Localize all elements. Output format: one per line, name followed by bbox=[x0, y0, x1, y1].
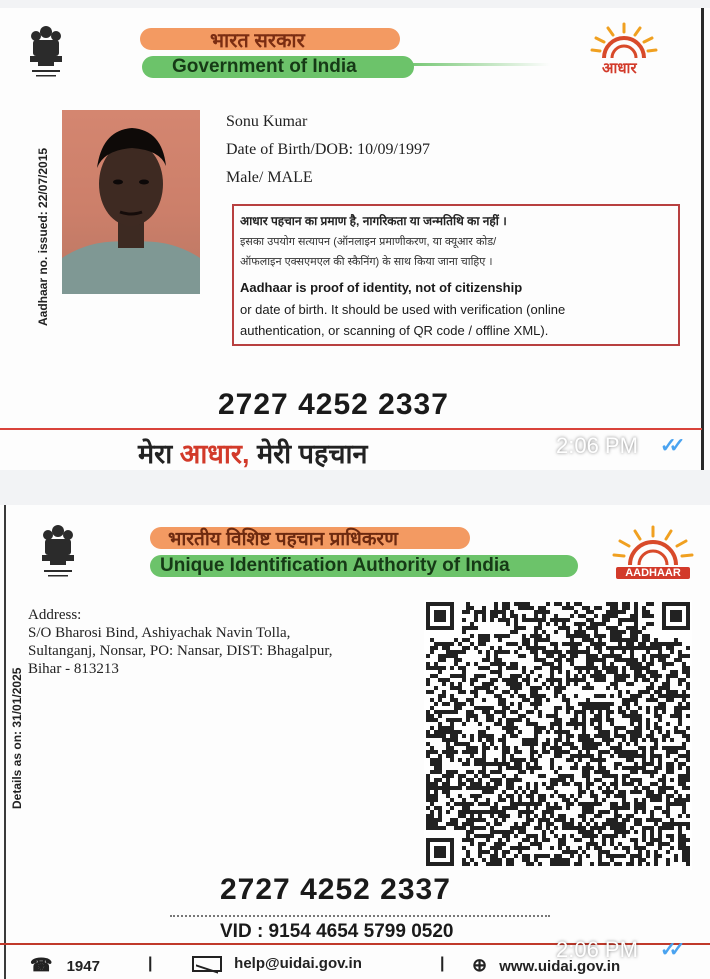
footer-separator: | bbox=[440, 955, 445, 972]
gender: Male/ MALE bbox=[226, 169, 313, 186]
aadhaar-logo-icon bbox=[586, 20, 662, 60]
address-line3: Bihar - 813213 bbox=[28, 661, 119, 677]
issued-date-label: Aadhaar no. issued: 22/07/2015 bbox=[36, 147, 50, 326]
aadhaar-number: 2727 4252 2337 bbox=[220, 873, 451, 906]
note-hindi-line3: ऑफलाइन एक्सएमएल की स्कैनिंग) के साथ किया जाना चाहिए । bbox=[240, 256, 493, 268]
footer-separator: | bbox=[148, 955, 153, 972]
holder-name: Sonu Kumar bbox=[226, 113, 308, 130]
vid-number: VID : 9154 4654 5799 0520 bbox=[220, 921, 454, 942]
note-hindi-line2: इसका उपयोग सत्यापन (ऑनलाइन प्रमाणीकरण, या क्यूआर कोड/ bbox=[240, 236, 497, 248]
header-english: Government of India bbox=[172, 56, 357, 77]
qr-finder-pattern bbox=[662, 602, 690, 630]
globe-icon: ⊕ bbox=[472, 955, 488, 975]
footer-email bbox=[192, 955, 362, 972]
read-receipt-icon: ✓✓ bbox=[660, 939, 678, 961]
date-of-birth: Date of Birth/DOB: 10/09/1997 bbox=[226, 141, 430, 158]
header-hindi: भारतीय विशिष्ट पहचान प्राधिकरण bbox=[168, 529, 398, 550]
card-edge bbox=[4, 505, 6, 979]
aadhaar-back-card bbox=[0, 505, 710, 979]
qr-finder-pattern bbox=[426, 838, 454, 866]
aadhaar-validity-note bbox=[232, 204, 680, 346]
note-en-line3: authentication, or scanning of QR code / offline XML). bbox=[240, 323, 549, 338]
qr-code-icon bbox=[424, 600, 692, 870]
mail-icon bbox=[192, 956, 222, 972]
phone-icon: ☎ bbox=[30, 955, 53, 975]
fine-print-line bbox=[170, 915, 550, 919]
tagline-red-line bbox=[0, 428, 702, 430]
footer-phone-text: 1947 bbox=[66, 958, 100, 975]
national-emblem-icon bbox=[24, 22, 68, 80]
header-english: Unique Identification Authority of India bbox=[160, 555, 510, 576]
tagline-part1: मेरा bbox=[138, 439, 173, 469]
qr-code bbox=[424, 600, 692, 870]
header-hindi: भारत सरकार bbox=[210, 30, 305, 52]
aadhaar-logo-text: AADHAAR bbox=[616, 567, 690, 579]
card-edge bbox=[701, 8, 704, 470]
tagline bbox=[138, 434, 367, 470]
footer-web-text: www.uidai.gov.in bbox=[499, 958, 621, 975]
qr-finder-pattern bbox=[426, 602, 454, 630]
tagline-part3: मेरी पहचान bbox=[256, 439, 368, 469]
note-hindi-line1: आधार पहचान का प्रमाण है, नागरिकता या जन्मतिथि का नहीं । bbox=[240, 214, 507, 228]
aadhaar-logo bbox=[586, 20, 662, 76]
note-en-line2: or date of birth. It should be used with verification (online bbox=[240, 302, 566, 317]
address-line2: Sultanganj, Nonsar, PO: Nansar, DIST: Bhagalpur, bbox=[28, 643, 333, 659]
header-green-streak bbox=[400, 63, 550, 66]
message-timestamp: 2:06 PM bbox=[556, 433, 638, 458]
message-timestamp: 2:06 PM bbox=[556, 937, 638, 962]
person-photo-icon bbox=[62, 110, 200, 294]
footer-email-text: help@uidai.gov.in bbox=[234, 955, 362, 972]
tagline-part2: आधार, bbox=[179, 439, 250, 469]
aadhaar-logo-text: आधार bbox=[602, 60, 637, 77]
address-label: Address: bbox=[28, 607, 82, 623]
aadhaar-logo-icon bbox=[608, 523, 698, 567]
details-date-label: Details as on: 31/01/2025 bbox=[10, 667, 24, 809]
footer-phone bbox=[30, 955, 100, 976]
aadhaar-front-card bbox=[0, 8, 710, 470]
note-en-line1: Aadhaar is proof of identity, not of citizenship bbox=[240, 280, 523, 295]
holder-photo bbox=[62, 110, 200, 294]
read-receipt-icon: ✓✓ bbox=[660, 435, 678, 457]
national-emblem-icon bbox=[36, 521, 80, 581]
aadhaar-number: 2727 4252 2337 bbox=[218, 388, 449, 421]
address-line1: S/O Bharosi Bind, Ashiyachak Navin Tolla, bbox=[28, 625, 291, 641]
aadhaar-logo bbox=[608, 523, 698, 583]
